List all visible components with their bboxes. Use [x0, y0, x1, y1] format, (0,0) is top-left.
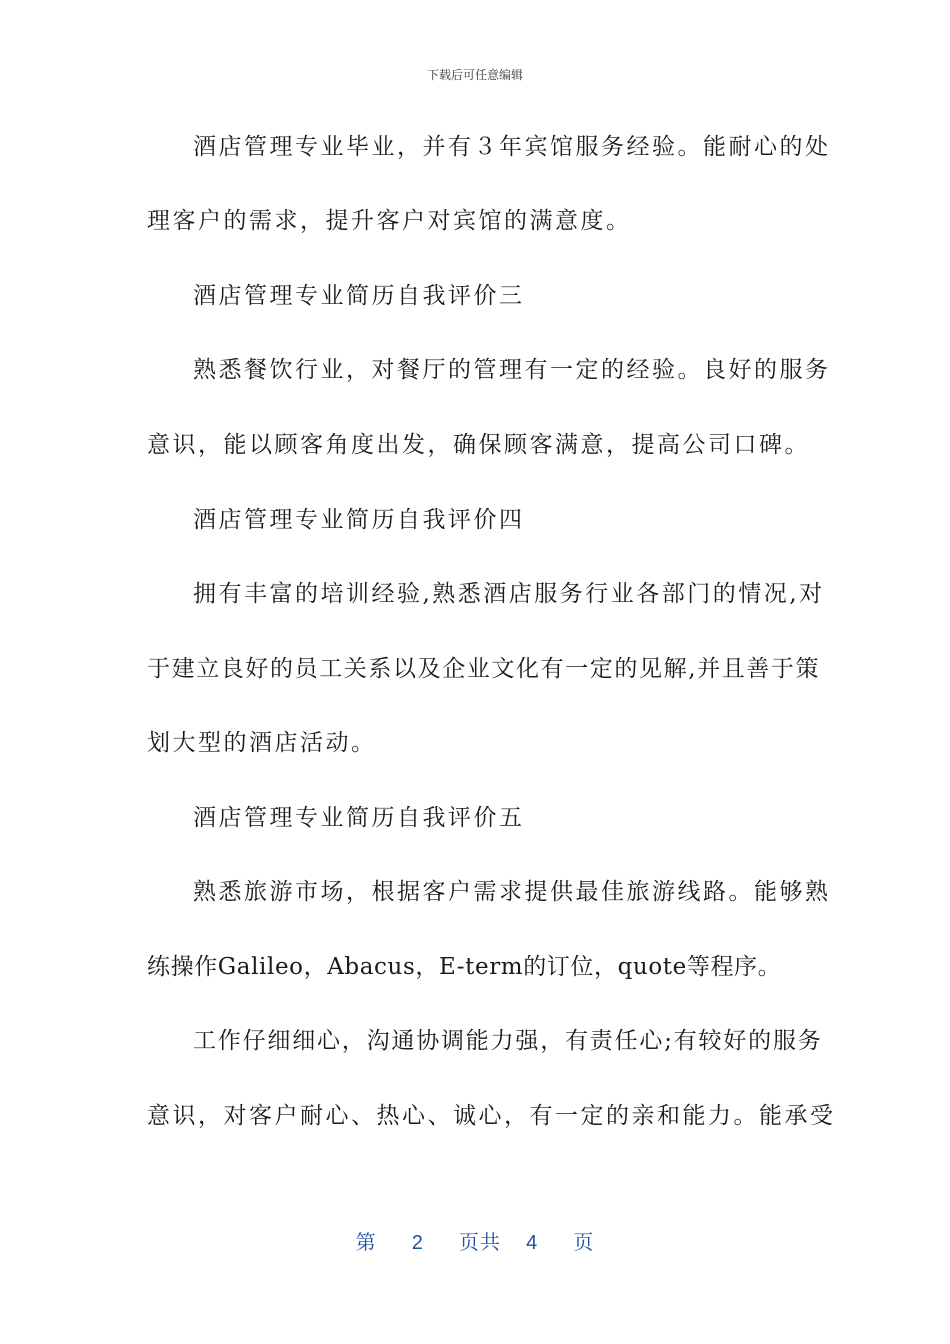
body-line: 于建立良好的员工关系以及企业文化有一定的见解,并且善于策 [147, 656, 821, 682]
body-line: 意识，能以顾客角度出发，确保顾客满意，提高公司口碑。 [147, 432, 810, 458]
body-line: 练操作Galileo，Abacus，E-term的订位，quote等程序。 [147, 954, 782, 980]
body-line: 工作仔细细心，沟通协调能力强，有责任心;有较好的服务 [193, 1028, 823, 1054]
page-total: 4 [526, 1232, 539, 1254]
body-line: 意识，对客户耐心、热心、诚心，有一定的亲和能力。能承受 [147, 1103, 836, 1129]
page-label: 第 [355, 1232, 377, 1254]
body-line: 酒店管理专业毕业，并有３年宾馆服务经验。能耐心的处 [193, 134, 831, 160]
header-note: 下载后可任意编辑 [426, 68, 523, 82]
body-line: 理客户的需求，提升客户对宾馆的满意度。 [147, 208, 632, 234]
page-current: 2 [411, 1232, 424, 1254]
body-line: 拥有丰富的培训经验,熟悉酒店服务行业各部门的情况,对 [193, 581, 825, 607]
section-heading: 酒店管理专业简历自我评价五 [193, 805, 525, 831]
section-heading: 酒店管理专业简历自我评价四 [193, 507, 525, 533]
body-line: 熟悉旅游市场，根据客户需求提供最佳旅游线路。能够熟 [193, 879, 831, 905]
section-heading: 酒店管理专业简历自我评价三 [193, 283, 525, 309]
page-mid: 页共 [459, 1232, 501, 1254]
page-footer [0, 1226, 950, 1255]
body-line: 划大型的酒店活动。 [147, 730, 377, 756]
page-suffix: 页 [573, 1232, 595, 1254]
body-line: 熟悉餐饮行业，对餐厅的管理有一定的经验。良好的服务 [193, 357, 831, 383]
